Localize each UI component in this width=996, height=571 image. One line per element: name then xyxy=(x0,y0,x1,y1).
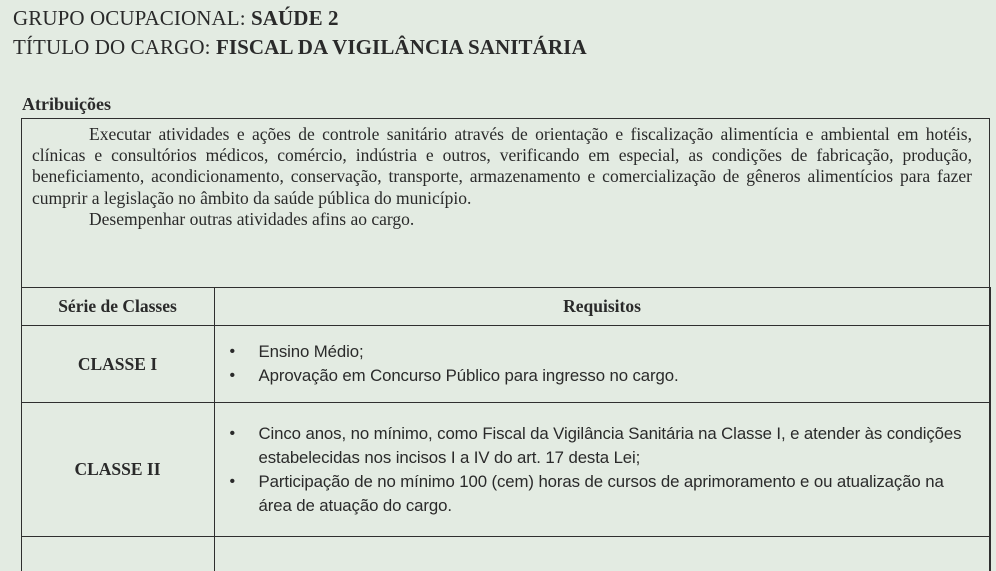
title-value: FISCAL DA VIGILÂNCIA SANITÁRIA xyxy=(215,35,587,59)
list-item xyxy=(230,364,979,388)
requirement-text: Participação de no mínimo 100 (cem) horas de cursos de aprimoramento e ou atualização na área de atuação do cargo. xyxy=(258,471,944,515)
list-item xyxy=(230,422,979,470)
list-item xyxy=(230,470,979,518)
bullet-icon: • xyxy=(229,367,236,384)
group-label: GRUPO OCUPACIONAL: xyxy=(13,6,251,30)
requirements-cell xyxy=(214,403,990,537)
attributions-box xyxy=(21,118,990,571)
bullet-icon: • xyxy=(229,424,236,442)
class-name-cell xyxy=(21,537,214,571)
table-header-row xyxy=(21,288,990,326)
requirements-cell xyxy=(214,326,990,403)
requirements-header: Requisitos xyxy=(214,288,990,326)
group-value: SAÚDE 2 xyxy=(251,6,339,30)
occupational-group-line xyxy=(13,6,339,30)
list-item xyxy=(230,340,979,364)
table-row xyxy=(21,326,990,403)
requirement-text: Ensino Médio; xyxy=(258,342,364,361)
class-name-cell: CLASSE II xyxy=(21,403,214,537)
requirements-cell xyxy=(214,537,990,571)
requirement-text: Aprovação em Concurso Público para ingresso no cargo. xyxy=(258,366,679,385)
attributions-text xyxy=(32,124,972,230)
job-title-line xyxy=(13,35,587,59)
requirements-table xyxy=(21,287,991,571)
bullet-icon: • xyxy=(229,472,236,490)
attributions-paragraph-1: Executar atividades e ações de controle sanitário através de orientação e fiscalização alimentícia e ambiental em hotéis, clínicas e consultórios médicos, comércio, indústria e outros, verificando em especial, as condições de fabricação, produção, beneficiamento, acondicionamento, conservação, transporte, armazenamento e comercialização de gêneros alimentícios para fazer cumprir a legislação no âmbito da saúde pública do município. xyxy=(32,124,972,208)
class-series-header: Série de Classes xyxy=(21,288,214,326)
attributions-paragraph-2: Desempenhar outras atividades afins ao cargo. xyxy=(89,208,415,229)
bullet-icon: • xyxy=(229,343,236,360)
table-row xyxy=(21,403,990,537)
class-name-cell: CLASSE I xyxy=(21,326,214,403)
requirements-list xyxy=(216,340,989,388)
table-row xyxy=(21,537,990,571)
requirement-text: Cinco anos, no mínimo, como Fiscal da Vigilância Sanitária na Classe I, e atender às condições estabelecidas nos incisos I a IV do art. 17 desta Lei; xyxy=(258,423,962,467)
title-label: TÍTULO DO CARGO: xyxy=(13,35,216,59)
requirements-list xyxy=(216,422,989,518)
attributions-heading: Atribuições xyxy=(22,94,111,114)
